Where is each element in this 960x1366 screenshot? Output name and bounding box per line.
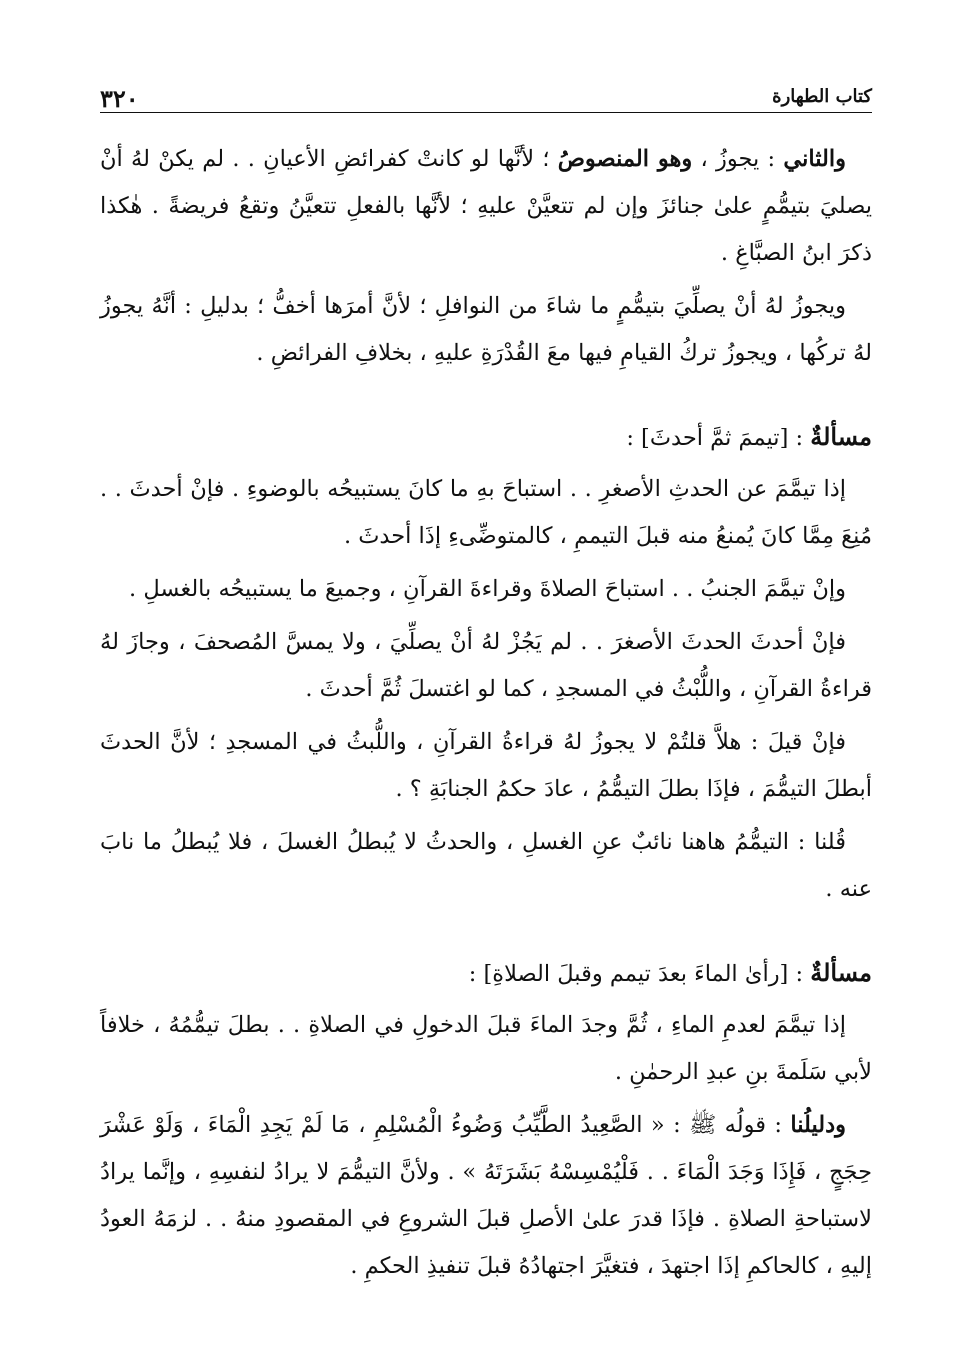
book-page: [100, 0, 872, 1366]
issue-heading: [100, 949, 872, 998]
page-content: [100, 136, 872, 1296]
paragraph-lead: والثاني: [783, 146, 847, 172]
paragraph-second-opinion: [100, 136, 872, 277]
paragraph: قُلنا : التيمُّمُ هاهنا نائبٌ عنِ الغسلِ ، والحدثُ لا يُبطلُ الغسلَ ، فلا يُبطلُ ما نابَ عنه .: [100, 829, 872, 902]
paragraph-evidence: [100, 1102, 872, 1290]
paragraph-emphasis: وهو المنصوصُ: [557, 146, 693, 172]
issue-heading: [100, 413, 872, 462]
paragraph: فإنْ قيلَ : هلاَّ قلتُمْ لا يجوزُ لهُ قراءةُ القرآنِ ، واللُّبثُ في المسجدِ ؛ لأنَّ الحدثَ أبطلَ التيمُّمَ ، فإذَا بطلَ التيمُّمُ ، عادَ حكمُ الجنابَةِ ؟ .: [100, 729, 872, 802]
paragraph: فإنْ أحدثَ الحدثَ الأصغرَ . . لم يَجُزْ لهُ أنْ يصلِّيَ ، ولا يمسَّ المُصحفَ ، وجازَ لهُ قراءةُ القرآنِ ، واللُّبْثُ في المسجدِ ، كما لو اغتسلَ ثُمَّ أحدثَ .: [100, 629, 872, 702]
paragraph-text: : قولُه ﷺ : « الصَّعِيدُ الطَّيِّبُ وَضُوءُ الْمُسْلِمِ ، مَا لَمْ يَجِدِ الْمَاءَ ، وَلَوْ عَشْرَ حِجَجٍ ، فَإِذَا وَجَدَ الْمَاءَ . . فَلْيُمْسِسْهُ بَشَرَتَهُ » . ولأنَّ التيمُّمَ لا يرادُ لنفسِهِ ، وإنَّما يرادُ لاستباحةِ الصلاةِ . فإذَا قدرَ علىٰ الأصلِ قبلَ الشروعِ في المقصودِ منهُ . . لزمَهُ العودُ إليهِ ، كالحاكمِ إذَا اجتهدَ ، فتغيَّرَ اجتهادُهُ قبلَ تنفيذِ الحكمِ .: [100, 1112, 872, 1279]
issue-title: : [رأىٰ الماءَ بعدَ تيمم وقبلَ الصلاةِ] :: [468, 961, 811, 987]
page-header: [100, 82, 872, 113]
page-number: ٣٢٠: [100, 84, 139, 113]
paragraph-text: ؛ لأنَّها لو كانتْ كفرائضِ الأعيانِ . . لم يكنْ لهُ أنْ يصليَ بتيمُّمٍ علىٰ جنائزَ وإن لم تتعيَّنْ عليهِ ؛ لأنَّها بالفعلِ تتعيَّنُ وتقعُ فريضةً . هٰكذا ذكرَ ابنُ الصبَّاغِ .: [100, 146, 872, 266]
paragraph-lead: ودليلُنا: [790, 1112, 846, 1138]
issue-label: مسألةٌ: [810, 958, 872, 987]
paragraph: إذا تيمَّمَ عن الحدثِ الأصغرِ . . استباحَ بهِ ما كانَ يستبيحُه بالوضوءِ . فإنْ أحدثَ . . مُنِعَ مِمَّا كانَ يُمنعُ منه قبلَ التيممِ ، كالمتوضِّىءِ إذَا أحدثَ .: [100, 476, 872, 549]
paragraph-text: : يجوزُ ،: [692, 146, 784, 172]
issue-title: : [تيممَ ثمَّ أحدثَ] :: [626, 425, 811, 451]
paragraph: إذا تيمَّمَ لعدمِ الماءِ ، ثُمَّ وجدَ الماءَ قبلَ الدخولِ في الصلاةِ . . بطلَ تيمُّمُهُ ، خلافاً لأبي سَلَمةَ بنِ عبدِ الرحمٰنِ .: [100, 1012, 872, 1085]
book-title: كتاب الطهارة: [772, 86, 872, 107]
paragraph: وإنْ تيمَّمَ الجنبُ . . استباحَ الصلاةَ وقراءةَ القرآنِ ، وجميعَ ما يستبيحُه بالغسلِ .: [129, 576, 846, 602]
issue-label: مسألةٌ: [810, 422, 872, 451]
paragraph-nawafil: ويجوزُ لهُ أنْ يصلِّيَ بتيمُّمٍ ما شاءَ من النوافلِ ؛ لأنَّ أمرَها أخفُّ ؛ بدليلِ : أنَّهُ يجوزُ لهُ تركُها ، ويجوزُ تركُ القيامِ فيها معَ القُدْرَةِ عليهِ ، بخلافِ الفرائضِ .: [100, 293, 872, 366]
